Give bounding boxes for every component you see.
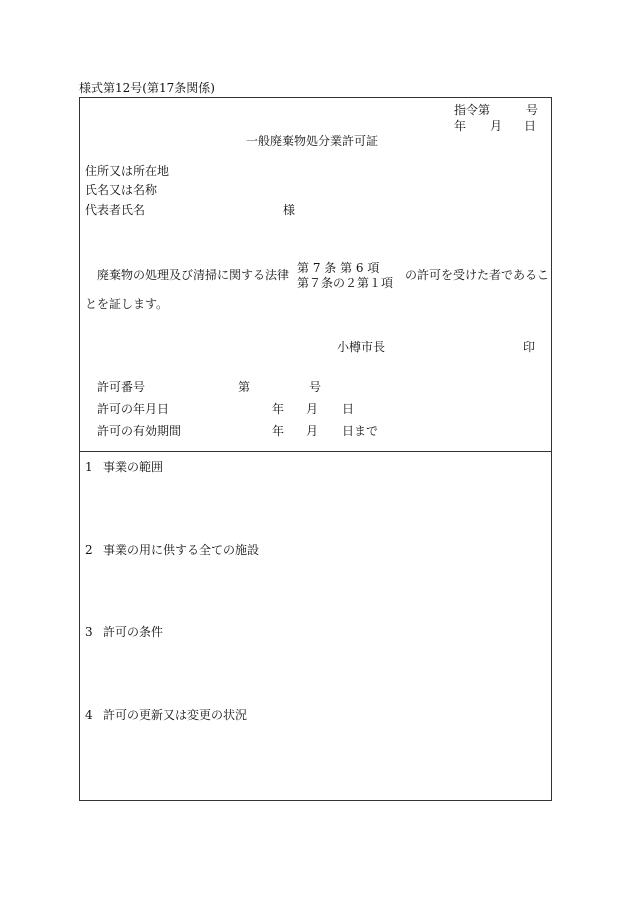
body-continuation: とを証します。 <box>85 297 169 311</box>
validity-period-month: 月 <box>306 424 319 438</box>
document-title: 一般廃棄物処分業許可証 <box>246 134 379 148</box>
order-number-prefix: 指令第 <box>454 103 491 117</box>
order-number-suffix: 号 <box>526 103 539 117</box>
section-1-number: 1 <box>85 460 93 474</box>
article-line-2: 第７条の２第１項 <box>297 276 394 290</box>
issuer-name: 小樽市長 <box>337 340 386 354</box>
validity-period-year: 年 <box>272 424 285 438</box>
law-text: 廃棄物の処理及び清掃に関する法律 <box>97 268 290 282</box>
permit-number-suffix: 号 <box>309 380 322 394</box>
section-4-number: 4 <box>85 708 93 722</box>
validity-period-label: 許可の有効期間 <box>97 424 182 438</box>
permit-date-year: 年 <box>272 402 285 416</box>
section-2-label: 事業の用に供する全ての施設 <box>103 543 260 557</box>
honorific: 様 <box>283 203 296 217</box>
issue-date-day: 日 <box>524 119 537 133</box>
section-1-label: 事業の範囲 <box>103 460 164 474</box>
form-label: 様式第12号(第17条関係) <box>79 81 215 95</box>
permit-date-day: 日 <box>342 402 355 416</box>
permit-date-month: 月 <box>306 402 319 416</box>
certificate-frame <box>79 97 552 801</box>
issue-date-month: 月 <box>490 119 503 133</box>
issue-date-year: 年 <box>454 119 467 133</box>
body-suffix: の許可を受けた者であるこ <box>405 268 550 282</box>
permit-number-prefix: 第 <box>238 380 251 394</box>
section-divider <box>79 451 552 452</box>
permit-number-label: 許可番号 <box>97 380 146 394</box>
article-line-1: 第 7 条 第 6 項 <box>297 261 380 275</box>
validity-period-day: 日まで <box>342 424 379 438</box>
section-3-number: 3 <box>85 625 93 639</box>
representative-label: 代表者氏名 <box>85 203 146 217</box>
section-3-label: 許可の条件 <box>103 625 164 639</box>
name-label: 氏名又は名称 <box>85 183 158 197</box>
permit-date-label: 許可の年月日 <box>97 402 170 416</box>
address-label: 住所又は所在地 <box>85 164 170 178</box>
seal-mark: 印 <box>523 340 536 354</box>
section-4-label: 許可の更新又は変更の状況 <box>103 708 248 722</box>
section-2-number: 2 <box>85 543 93 557</box>
